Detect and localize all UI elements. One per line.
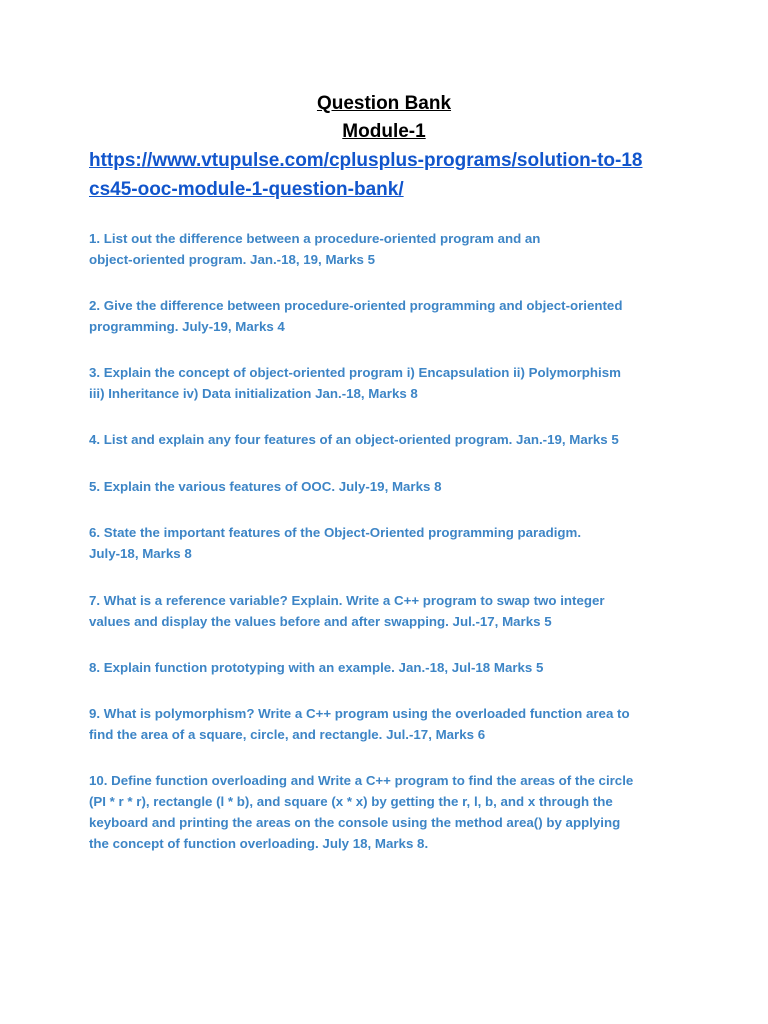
question-line: 4. List and explain any four features of an object-oriented program. Jan.-19, Marks 5	[89, 432, 619, 447]
question-line: find the area of a square, circle, and rectangle. Jul.-17, Marks 6	[89, 727, 486, 742]
question-10	[89, 770, 689, 854]
source-link[interactable]: https://www.vtupulse.com/cplusplus-programs/solution-to-18	[89, 150, 643, 171]
question-line: 1. List out the difference between a procedure-oriented program and an	[89, 231, 541, 246]
question-7	[89, 590, 689, 632]
question-line: 2. Give the difference between procedure-oriented programming and object-oriented	[89, 298, 623, 313]
question-8	[89, 657, 689, 678]
question-3	[89, 362, 689, 404]
question-line: 8. Explain function prototyping with an example. Jan.-18, Jul-18 Marks 5	[89, 660, 544, 675]
question-line: 5. Explain the various features of OOC. July-19, Marks 8	[89, 479, 442, 494]
question-line: 3. Explain the concept of object-oriented program i) Encapsulation ii) Polymorphism	[89, 365, 621, 380]
question-line: values and display the values before and after swapping. Jul.-17, Marks 5	[89, 614, 552, 629]
question-line: object-oriented program. Jan.-18, 19, Marks 5	[89, 252, 375, 267]
question-2	[89, 295, 689, 337]
question-line: July-18, Marks 8	[89, 546, 192, 561]
question-line: the concept of function overloading. July 18, Marks 8.	[89, 836, 429, 851]
question-line: 10. Define function overloading and Write a C++ program to find the areas of the circle	[89, 773, 634, 788]
question-5	[89, 476, 689, 497]
source-link-continued[interactable]: cs45-ooc-module-1-question-bank/	[89, 179, 404, 200]
question-line: 7. What is a reference variable? Explain. Write a C++ program to swap two integer	[89, 593, 605, 608]
page-title: Question Bank	[316, 93, 452, 114]
question-line: keyboard and printing the areas on the console using the method area() by applying	[89, 815, 621, 830]
question-line: 9. What is polymorphism? Write a C++ program using the overloaded function area to	[89, 706, 630, 721]
question-1	[89, 228, 689, 270]
module-heading: Module-1	[342, 121, 426, 142]
question-line: 6. State the important features of the Object-Oriented programming paradigm.	[89, 525, 582, 540]
question-4	[89, 429, 689, 450]
question-line: iii) Inheritance iv) Data initialization Jan.-18, Marks 8	[89, 386, 418, 401]
question-9	[89, 703, 689, 745]
question-6	[89, 522, 689, 564]
question-line: (PI * r * r), rectangle (l * b), and square (x * x) by getting the r, l, b, and x through the	[89, 794, 613, 809]
question-line: programming. July-19, Marks 4	[89, 319, 285, 334]
